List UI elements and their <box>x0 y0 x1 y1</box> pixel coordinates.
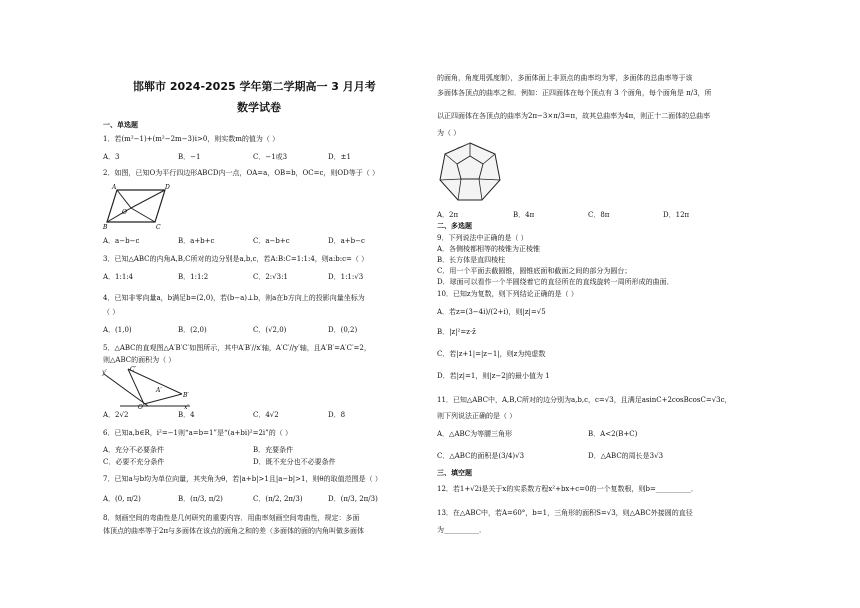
exam-title: 邯郸市 2024-2025 学年第二学期高一 3 月月考 <box>133 80 376 93</box>
question-3-option-d: D．1:1:√3 <box>328 273 364 281</box>
question-11-stem: 11．已知△ABC中，A,B,C所对的边分别为a,b,c，c=√3，且满足asinC+2cosBcosC=√3c， <box>437 396 732 404</box>
question-7-option-c: C．(π/2, 2π/3) <box>253 495 303 503</box>
question-2-option-d: D．a+b−c <box>328 237 365 245</box>
question-11-option-b: B．A<2(B+C) <box>588 430 638 438</box>
question-1-option-a: A．3 <box>103 153 120 161</box>
figure-label-o: O′ <box>138 404 145 410</box>
question-6-option-a: A．充分不必要条件 <box>103 446 165 454</box>
question-8-text-line-2: 体顶点的曲率等于2π与多面体在该点的面角之和的差（多面体的面的内角叫做多面体 <box>103 527 365 535</box>
parallelogram-figure <box>103 183 178 231</box>
question-9-option-d: D．球面可以看作一个半圆绕着它的直径所在的直线旋转一周所形成的曲面． <box>437 278 674 286</box>
question-5-stem: 5．△ABC的直观图△A′B′C′如图所示，其中A′B′//x′轴，A′C′//y′轴，且A′B′=A′C′=2， <box>103 344 371 352</box>
figure-label-c: C′ <box>130 366 136 373</box>
question-8-text-line-6: 为（ ） <box>437 129 461 137</box>
question-6-option-d: D．既不充分也不必要条件 <box>253 458 336 466</box>
question-6-option-b: B．充要条件 <box>253 446 294 454</box>
question-1-option-d: D．±1 <box>328 153 351 161</box>
question-10-option-b: B．|z|²=z·z̄ <box>437 328 476 336</box>
question-9-stem: 9．下列说法中正确的是（ ） <box>437 234 528 242</box>
figure-label-o: O <box>122 209 127 216</box>
question-8-option-a: A．2π <box>437 211 459 219</box>
question-1-option-c: C．−1或3 <box>253 153 288 161</box>
question-2-option-a: A．a−b−c <box>103 237 140 245</box>
figure-label-x: x′ <box>184 404 189 410</box>
question-11-option-a: A．△ABC为等腰三角形 <box>437 430 513 438</box>
question-4-stem-cont: （ ） <box>103 308 120 316</box>
question-10-option-c: C．若|z+1|=|z−1|，则z为纯虚数 <box>437 350 546 358</box>
question-13-stem-cont: 为__________． <box>437 526 486 534</box>
question-3-option-c: C．2:√3:1 <box>253 273 288 281</box>
question-6-stem: 6．已知a,b∈R，i²=−1则“a=b=1”是“(a+bi)²=2i”的（ ） <box>103 429 292 437</box>
question-10-option-a: A．若z=(3−4i)/(2+i)，则|z|=√5 <box>437 308 546 316</box>
question-5-option-d: D．8 <box>328 411 346 419</box>
figure-label-b: B <box>103 224 108 231</box>
question-4-option-d: D．(0,2) <box>328 326 358 334</box>
question-2-option-b: B．a+b+c <box>178 237 215 245</box>
question-4-option-b: B．(2,0) <box>178 326 207 334</box>
question-3-option-b: B．1:1:2 <box>178 273 209 281</box>
question-8-text-line-5: 以正四面体在各顶点的曲率为2π−3×π/3=π，故其总曲率为4π，则正十二面体的总曲率 <box>437 112 711 120</box>
question-7-option-d: D．(π/3, 2π/3) <box>328 495 378 503</box>
section-heading-multiple-choice: 二、多选题 <box>437 222 472 230</box>
figure-label-a: A′ <box>156 387 162 394</box>
dodecahedron-figure <box>437 140 503 204</box>
question-5-stem-cont: 则△ABC的面积为（ ） <box>103 356 176 364</box>
question-3-option-a: A．1:1:4 <box>103 273 134 281</box>
figure-label-a: A <box>112 184 117 191</box>
question-8-text-line-4: 多面体各顶点的曲率之和．例如：正四面体在每个顶点有 3 个面角，每个面角是 π/3，所 <box>437 89 712 97</box>
question-7-option-a: A．(0, π/2) <box>103 495 141 503</box>
oblique-triangle-figure <box>100 364 195 410</box>
question-11-option-c: C．△ABC的面积是(3/4)√3 <box>437 452 525 460</box>
question-8-option-b: B．4π <box>513 211 535 219</box>
figure-label-b: B′ <box>183 392 189 399</box>
section-heading-fill-in: 三、填空题 <box>437 469 472 477</box>
question-6-option-c: C．必要不充分条件 <box>103 458 165 466</box>
question-11-stem-cont: 则下列说法正确的是（ ） <box>437 412 517 420</box>
question-8-text-line-3: 的面角，角度用弧度制），多面体面上非顶点的曲率均为零，多面体的总曲率等于该 <box>437 74 693 82</box>
question-3-stem: 3．已知△ABC的内角A,B,C所对的边分别是a,b,c，若A:B:C=1:1:4，则a:b:c=（ ） <box>103 255 369 263</box>
question-13-stem: 13．在△ABC中，若A=60°，b=1，三角形的面积S=√3，则△ABC外接圆的直径 <box>437 509 693 517</box>
question-10-option-d: D．若|z|=1，则|z−2|的最小值为 1 <box>437 372 550 380</box>
question-1-stem: 1．若(m²−1)+(m²−2m−3)i>0，则实数m的值为（ ） <box>103 135 280 143</box>
figure-label-y: y′ <box>102 369 107 376</box>
question-9-option-b: B．长方体是直四棱柱 <box>437 256 506 264</box>
question-4-stem: 4．已知非零向量a，b满足b=(2,0)，若(b−a)⊥b，则a在b方向上的投影向量坐标为 <box>103 294 365 302</box>
question-4-option-a: A．(1,0) <box>103 326 132 334</box>
question-2-stem: 2．如图，已知O为平行四边形ABCD内一点，OA=a，OB=b，OC=c，则OD等于（ ） <box>103 169 380 177</box>
question-4-option-c: C．(√2,0) <box>253 326 287 334</box>
question-9-option-c: C．用一个平面去截圆锥，圆锥底面和截面之间的部分为圆台； <box>437 267 632 275</box>
figure-label-c: C <box>156 224 161 231</box>
question-10-stem: 10．已知z为复数，则下列结论正确的是（ ） <box>437 290 578 298</box>
question-5-option-c: C．4√2 <box>253 411 279 419</box>
question-1-option-b: B．−1 <box>178 153 201 161</box>
question-8-option-c: C．8π <box>588 211 610 219</box>
question-2-option-c: C．a−b+c <box>253 237 290 245</box>
question-5-option-a: A．2√2 <box>103 411 129 419</box>
question-9-option-a: A．各侧棱都相等的棱锥为正棱锥 <box>437 245 541 253</box>
question-7-option-b: B．(π/3, π/2) <box>178 495 223 503</box>
question-7-stem: 7．已知a与b均为单位向量，其夹角为θ，若|a+b|>1且|a−b|>1，则θ的取值范围是（ ） <box>103 475 382 483</box>
question-12-stem: 12．若1+√2i是关于x的实系数方程x²+bx+c=0的一个复数根，则b=__________． <box>437 485 698 493</box>
question-8-text-line-1: 8．刻画空间的弯曲性是几何研究的重要内容．用曲率刻画空间弯曲性，规定：多面 <box>103 514 360 522</box>
question-8-option-d: D．12π <box>663 211 690 219</box>
question-5-option-b: B．4 <box>178 411 195 419</box>
section-heading-single-choice: 一、单选题 <box>103 121 138 129</box>
exam-subtitle: 数学试卷 <box>237 101 281 114</box>
figure-label-d: D <box>165 184 170 191</box>
question-11-option-d: D．△ABC的周长是3√3 <box>588 452 664 460</box>
